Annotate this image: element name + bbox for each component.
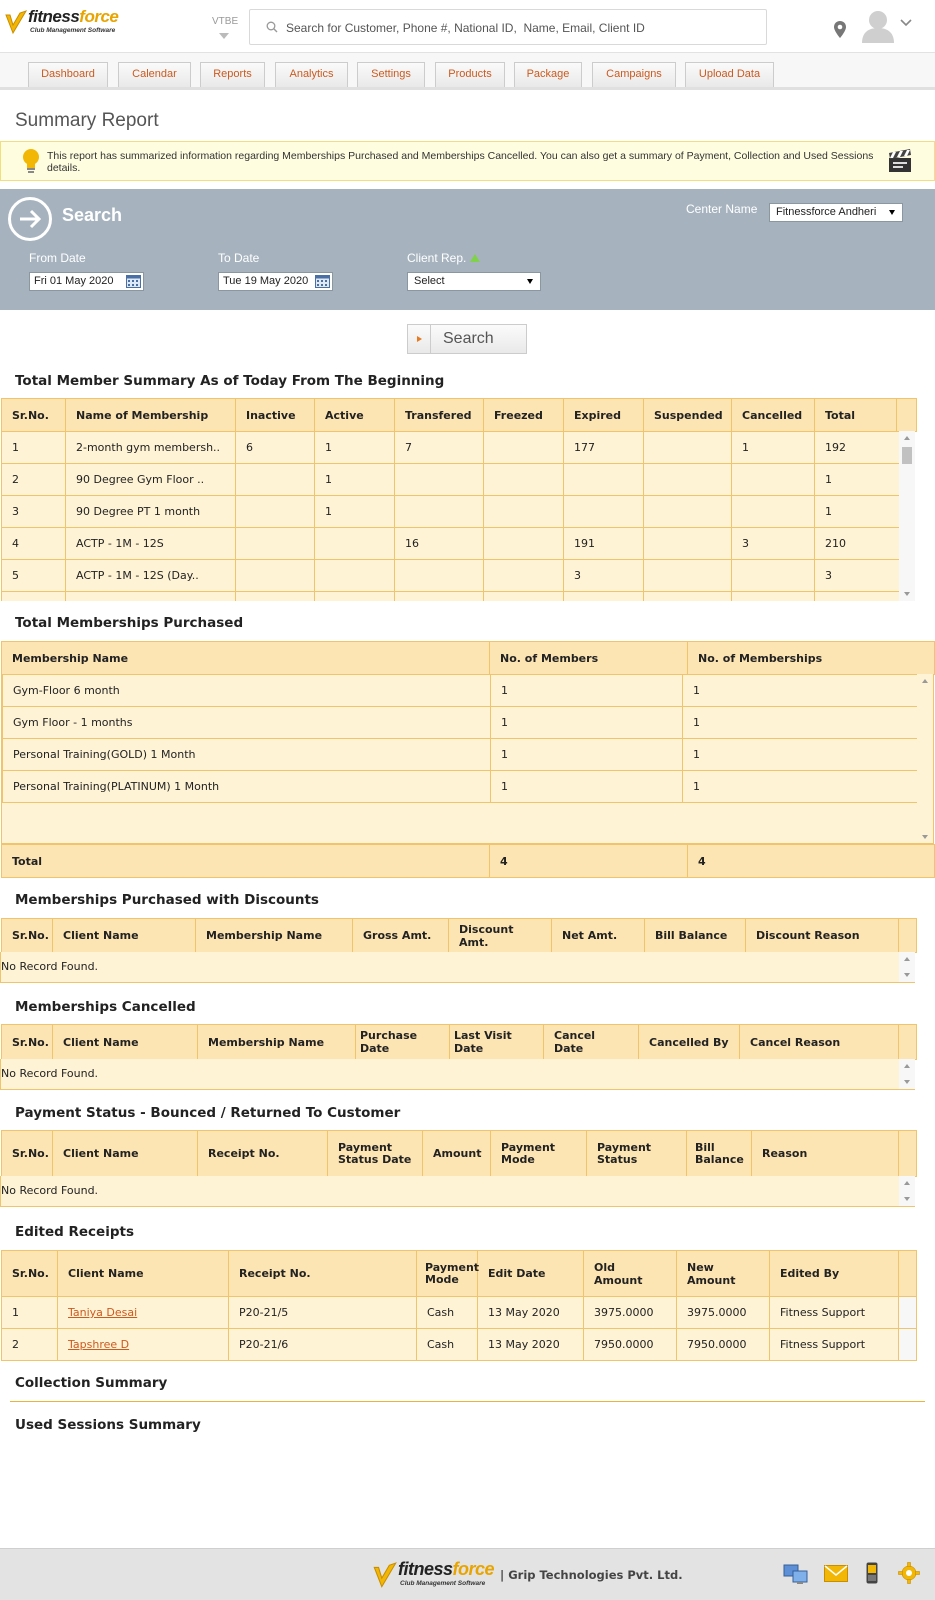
cell: 1 — [491, 739, 683, 771]
mail-icon[interactable] — [824, 1565, 848, 1582]
cell: 3 — [2, 496, 66, 528]
cell — [732, 496, 815, 528]
column-header[interactable]: Freezed — [484, 399, 564, 432]
cell: Gym Floor - 1 months — [3, 707, 491, 739]
cell — [564, 464, 644, 496]
column-header[interactable]: Receipt No. — [229, 1251, 417, 1297]
cell: 90 Degree Gym Floor .. — [66, 464, 236, 496]
from-date-value: Fri 01 May 2020 — [34, 275, 114, 287]
table-header-row — [2, 399, 917, 432]
column-header[interactable]: Payment Mode — [491, 1131, 587, 1177]
cell — [315, 560, 395, 592]
cell — [236, 592, 315, 602]
table-row[interactable] — [2, 560, 900, 592]
mobile-phone-icon[interactable] — [866, 1562, 878, 1584]
org-code[interactable]: VTBE — [212, 16, 239, 27]
column-header[interactable]: Gross Amt. — [353, 919, 449, 953]
gear-icon[interactable] — [898, 1562, 920, 1584]
cell: 3975.0000 — [584, 1297, 677, 1329]
cell: 3 — [564, 560, 644, 592]
cell — [644, 496, 732, 528]
tab-reports[interactable]: Reports — [200, 62, 265, 87]
vertical-scrollbar[interactable] — [899, 431, 915, 601]
tab-dashboard[interactable]: Dashboard — [28, 62, 108, 87]
cell: 5 — [2, 560, 66, 592]
table-header-row — [2, 1025, 917, 1060]
cell: 1 — [815, 464, 900, 496]
column-header[interactable]: Last Visit Date — [450, 1025, 544, 1060]
cell: Cash — [417, 1297, 478, 1329]
cell: P20-21/5 — [229, 1297, 417, 1329]
column-header[interactable]: No. of Members — [490, 642, 688, 675]
cell: Fitness Support — [770, 1297, 899, 1329]
cell — [732, 464, 815, 496]
header-spacer — [899, 919, 917, 953]
cell — [58, 1297, 229, 1329]
cell: 1 — [683, 707, 918, 739]
column-header[interactable]: New Amount — [677, 1251, 770, 1297]
column-header[interactable]: Membership Name — [2, 642, 490, 675]
cell — [395, 464, 484, 496]
chevron-down-icon[interactable] — [900, 19, 912, 27]
column-header[interactable]: Sr.No. — [2, 1131, 53, 1177]
tab-settings[interactable]: Settings — [357, 62, 425, 87]
cell: ACTP - 1M - 12S (Day.. — [66, 560, 236, 592]
column-header[interactable]: Membership Name — [196, 919, 353, 953]
column-header[interactable]: Membership Name — [198, 1025, 356, 1060]
column-header[interactable]: Suspended — [644, 399, 732, 432]
lightbulb-icon — [21, 148, 41, 174]
scroll-gutter[interactable] — [899, 1297, 917, 1329]
table-row[interactable] — [3, 739, 918, 771]
cell: 1 — [315, 464, 395, 496]
client-link[interactable]: Taniya Desai — [68, 1306, 138, 1319]
page-title: Summary Report — [15, 110, 159, 131]
logo-check-icon — [4, 9, 28, 37]
member-summary-table — [1, 398, 917, 432]
edited-receipts-title: Edited Receipts — [15, 1224, 134, 1240]
tab-calendar[interactable]: Calendar — [118, 62, 191, 87]
search-icon — [266, 21, 278, 33]
table-row[interactable] — [2, 464, 900, 496]
company-name: | Grip Technologies Pvt. Ltd. — [500, 1568, 683, 1582]
fitnessforce-logo[interactable] — [4, 6, 122, 36]
table-header-row — [2, 642, 935, 675]
main-nav — [0, 53, 935, 90]
cell: Cash — [417, 1329, 478, 1361]
client-rep-label-text: Client Rep. — [407, 251, 467, 265]
cell: 4 — [2, 528, 66, 560]
payment-status-title: Payment Status - Bounced / Returned To Customer — [15, 1105, 401, 1121]
total-row — [2, 845, 935, 878]
header-spacer — [899, 1251, 917, 1297]
column-header[interactable]: Sr.No. — [2, 1025, 53, 1060]
table-header-row — [2, 1251, 917, 1297]
cell — [58, 1329, 229, 1361]
cell: Gym-Floor 6 month — [3, 675, 491, 707]
org-dropdown-icon[interactable] — [219, 33, 229, 39]
cell: P20-21/6 — [229, 1329, 417, 1361]
top-bar — [0, 0, 935, 53]
cell — [236, 496, 315, 528]
cell — [564, 592, 644, 602]
column-header[interactable]: Cancelled By — [639, 1025, 740, 1060]
cell — [644, 592, 732, 602]
discounts-title: Memberships Purchased with Discounts — [15, 892, 319, 908]
column-header[interactable]: Client Name — [53, 1025, 198, 1060]
cell — [395, 592, 484, 602]
cell: 191 — [564, 528, 644, 560]
cell: 1 — [683, 771, 918, 803]
info-text: This report has summarized information regarding Memberships Purchased and Memberships Cancelled. You can also get a summary of Payment, Collection and Used Sessions details. — [47, 150, 874, 174]
global-search[interactable] — [249, 9, 767, 45]
search-button[interactable] — [407, 324, 527, 354]
cell — [484, 528, 564, 560]
column-header[interactable]: Cancel Date — [544, 1025, 639, 1060]
column-header[interactable]: Net Amt. — [552, 919, 645, 953]
calendar-icon[interactable] — [126, 275, 141, 288]
scroll-gutter[interactable] — [899, 1329, 917, 1361]
column-header[interactable]: Edited By — [770, 1251, 899, 1297]
cell: 210 — [815, 528, 900, 560]
cell — [732, 560, 815, 592]
vertical-scrollbar[interactable] — [917, 674, 933, 844]
column-header[interactable]: Sr.No. — [2, 1251, 58, 1297]
cell: 13 May 2020 — [478, 1297, 584, 1329]
no-record-text: No Record Found. — [1, 960, 99, 973]
cell: 2 — [2, 464, 66, 496]
tab-campaigns[interactable]: Campaigns — [592, 62, 676, 87]
to-date-input[interactable] — [218, 272, 333, 291]
logo-tagline: Club Management Software — [30, 27, 116, 34]
column-header[interactable]: Amount — [423, 1131, 491, 1177]
footer-logo — [372, 1559, 498, 1589]
arrow-right-circle-icon — [8, 197, 52, 241]
cell: 7 — [395, 432, 484, 464]
cell: Personal Training(PLATINUM) 1 Month — [3, 771, 491, 803]
cell — [395, 496, 484, 528]
search-panel — [0, 189, 935, 310]
total-members: 4 — [490, 845, 688, 878]
divider — [10, 1401, 925, 1402]
table-row[interactable] — [3, 707, 918, 739]
cell: Fitness Support — [770, 1329, 899, 1361]
table-row[interactable] — [2, 528, 900, 560]
total-label: Total — [2, 845, 490, 878]
no-record-text: No Record Found. — [1, 1067, 99, 1080]
column-header[interactable]: Client Name — [53, 919, 196, 953]
cell: 13 May 2020 — [478, 1329, 584, 1361]
cell — [564, 496, 644, 528]
cancelled-title: Memberships Cancelled — [15, 999, 196, 1015]
cell: 177 — [564, 432, 644, 464]
payment-status-empty — [0, 1176, 915, 1207]
column-header[interactable]: Expired — [564, 399, 644, 432]
cell — [315, 528, 395, 560]
member-summary-body[interactable] — [1, 431, 916, 601]
tab-products[interactable]: Products — [435, 62, 505, 87]
search-button-label: Search — [443, 330, 494, 347]
no-record-text: No Record Found. — [1, 1184, 99, 1197]
search-input[interactable] — [286, 18, 756, 38]
column-header[interactable]: Reason — [752, 1131, 899, 1177]
info-bar — [0, 141, 935, 181]
cancelled-table — [1, 1024, 917, 1060]
video-clapper-icon[interactable] — [887, 148, 913, 174]
table-row[interactable] — [2, 432, 900, 464]
collection-summary-title: Collection Summary — [15, 1375, 168, 1391]
cell — [644, 432, 732, 464]
column-header[interactable]: Discount Reason — [746, 919, 899, 953]
table-row[interactable] — [3, 771, 918, 803]
cell — [484, 464, 564, 496]
cell — [236, 528, 315, 560]
tab-package[interactable]: Package — [514, 62, 582, 87]
tab-upload-data[interactable]: Upload Data — [685, 62, 774, 87]
column-header[interactable]: Receipt No. — [198, 1131, 328, 1177]
memberships-purchased-header — [1, 641, 935, 675]
edited-receipts-table — [1, 1250, 917, 1361]
cell — [236, 560, 315, 592]
logo-check-icon — [372, 1561, 398, 1591]
cell: 1 — [815, 496, 900, 528]
cell — [66, 592, 236, 602]
memberships-purchased-title: Total Memberships Purchased — [15, 615, 244, 631]
location-pin-icon[interactable] — [834, 21, 846, 38]
client-rep-value: Select — [414, 275, 445, 287]
column-header[interactable]: Transfered — [395, 399, 484, 432]
cell: 3 — [732, 528, 815, 560]
center-name-value: Fitnessforce Andheri — [776, 206, 877, 218]
column-header[interactable]: Cancelled — [732, 399, 815, 432]
table-header-row — [2, 919, 917, 953]
vertical-scrollbar[interactable] — [899, 1059, 915, 1089]
column-header[interactable]: Client Name — [53, 1131, 198, 1177]
total-memberships: 4 — [688, 845, 935, 878]
client-rep-select[interactable] — [407, 272, 541, 291]
column-header[interactable]: Discount Amt. — [449, 919, 552, 953]
memberships-purchased-body[interactable] — [1, 674, 934, 844]
column-header[interactable]: Sr.No. — [2, 399, 66, 432]
cell — [315, 592, 395, 602]
column-header[interactable]: Active — [315, 399, 395, 432]
cell: Personal Training(GOLD) 1 Month — [3, 739, 491, 771]
discounts-table — [1, 918, 917, 953]
cell — [644, 464, 732, 496]
vertical-scrollbar[interactable] — [899, 1176, 915, 1206]
cell: 3 — [815, 560, 900, 592]
cell: 1 — [683, 739, 918, 771]
table-row[interactable] — [2, 496, 900, 528]
member-summary-title: Total Member Summary As of Today From The Beginning — [15, 373, 445, 389]
cell: 192 — [815, 432, 900, 464]
cell — [644, 560, 732, 592]
cell: 1 — [491, 707, 683, 739]
to-date-label: To Date — [218, 251, 260, 265]
from-date-label: From Date — [29, 251, 86, 265]
column-header[interactable]: Cancel Reason — [740, 1025, 899, 1060]
cell — [484, 592, 564, 602]
cell: 1 — [2, 432, 66, 464]
footer-logo-tagline: Club Management Software — [400, 1580, 486, 1587]
cell — [644, 528, 732, 560]
cell — [2, 592, 66, 602]
cell: 7950.0000 — [584, 1329, 677, 1361]
column-header[interactable]: Bill Balance — [687, 1131, 752, 1177]
column-header[interactable]: Purchase Date — [356, 1025, 450, 1060]
search-panel-title: Search — [62, 205, 123, 225]
sort-up-icon — [470, 254, 480, 262]
cell: 2-month gym membersh.. — [66, 432, 236, 464]
member-summary-rows — [1, 431, 900, 601]
tab-analytics[interactable]: Analytics — [275, 62, 348, 87]
play-arrow-icon — [408, 325, 431, 353]
payment-status-table — [1, 1130, 917, 1177]
used-sessions-title: Used Sessions Summary — [15, 1417, 201, 1433]
remote-support-icon[interactable] — [783, 1563, 809, 1585]
logo-text: fitnessforce — [28, 7, 119, 26]
cell: 1 — [315, 432, 395, 464]
cell: 1 — [732, 432, 815, 464]
table-row[interactable] — [2, 1329, 917, 1361]
table-header-row — [2, 1131, 917, 1177]
memberships-purchased-total — [1, 844, 935, 878]
column-header[interactable]: Total — [815, 399, 897, 432]
cell — [732, 592, 815, 602]
table-row[interactable] — [3, 675, 918, 707]
cell — [395, 560, 484, 592]
cell: 1 — [491, 771, 683, 803]
cell: 6 — [236, 432, 315, 464]
column-header[interactable]: Sr.No. — [2, 919, 53, 953]
column-header[interactable]: No. of Memberships — [688, 642, 935, 675]
cell — [236, 464, 315, 496]
calendar-icon[interactable] — [315, 275, 330, 288]
header-spacer — [897, 399, 917, 432]
avatar[interactable] — [860, 7, 896, 43]
center-name-select[interactable] — [769, 203, 903, 222]
cell: 2 — [2, 1329, 58, 1361]
client-rep-label — [407, 251, 480, 265]
table-row[interactable] — [2, 1297, 917, 1329]
header-spacer — [899, 1025, 917, 1060]
column-header[interactable]: Payment Mode — [417, 1251, 478, 1297]
cell: 1 — [315, 496, 395, 528]
column-header[interactable]: Inactive — [236, 399, 315, 432]
cell: 1 — [491, 675, 683, 707]
column-header[interactable]: Payment Status Date — [328, 1131, 423, 1177]
column-header[interactable]: Name of Membership — [66, 399, 236, 432]
column-header[interactable]: Payment Status — [587, 1131, 687, 1177]
header-spacer — [899, 1131, 917, 1177]
column-header[interactable]: Edit Date — [478, 1251, 584, 1297]
column-header[interactable]: Bill Balance — [645, 919, 746, 953]
cell: 16 — [395, 528, 484, 560]
footer-logo-text: fitnessforce — [398, 1559, 495, 1579]
client-link[interactable]: Tapshree D — [68, 1338, 130, 1351]
discounts-empty — [0, 952, 915, 983]
cell: ACTP - 1M - 12S — [66, 528, 236, 560]
footer — [0, 1548, 935, 1600]
cell — [484, 432, 564, 464]
table-row[interactable] — [2, 592, 900, 602]
cell: 3975.0000 — [677, 1297, 770, 1329]
cell — [815, 592, 900, 602]
to-date-value: Tue 19 May 2020 — [223, 275, 309, 287]
column-header[interactable]: Old Amount — [584, 1251, 677, 1297]
column-header[interactable]: Client Name — [58, 1251, 229, 1297]
cell: 7950.0000 — [677, 1329, 770, 1361]
cancelled-empty — [0, 1059, 915, 1090]
vertical-scrollbar[interactable] — [899, 952, 915, 982]
cell: 1 — [2, 1297, 58, 1329]
cell — [484, 560, 564, 592]
center-name-label: Center Name — [686, 202, 758, 216]
memberships-purchased-rows — [2, 674, 918, 803]
cell: 90 Degree PT 1 month — [66, 496, 236, 528]
cell — [484, 496, 564, 528]
from-date-input[interactable] — [29, 272, 144, 291]
cell: 1 — [683, 675, 918, 707]
